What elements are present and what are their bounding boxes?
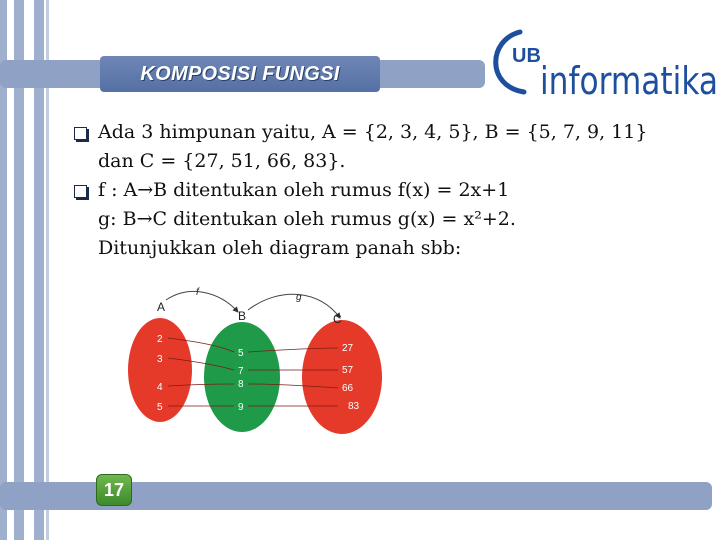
set-b-elements: [238, 348, 244, 413]
arrow-g: [248, 294, 340, 318]
set-b-element: 7: [238, 366, 244, 377]
set-b-ellipse: [204, 322, 280, 432]
set-a-element: 3: [157, 354, 163, 365]
label-c: C: [333, 312, 342, 326]
bullet-line: g: B→C ditentukan oleh rumus g(x) = x²+2.: [98, 208, 516, 230]
label-b: B: [238, 309, 247, 323]
informatika-logo: [480, 14, 720, 104]
label-g: g: [296, 292, 302, 303]
bullet-item-sets: [74, 118, 714, 176]
set-c-element: 57: [342, 365, 354, 376]
set-c-element: 66: [342, 383, 354, 394]
checkbox-bullet-icon: [74, 127, 87, 140]
bullet-line: Ada 3 himpunan yaitu, A = {2, 3, 4, 5}, B = {5, 7, 9, 11}: [98, 121, 648, 143]
set-c-element: 83: [348, 401, 360, 412]
set-a-element: 2: [157, 334, 163, 345]
arrow-f: [166, 291, 238, 312]
bullet-list: [74, 118, 714, 263]
bullet-line: dan C = {27, 51, 66, 83}.: [98, 150, 346, 172]
label-a: A: [157, 300, 166, 314]
bullet-item-functions: [74, 176, 714, 263]
set-c-ellipse: [302, 320, 382, 434]
set-a-element: 4: [157, 382, 163, 393]
slide-title: KOMPOSISI FUNGSI: [140, 63, 340, 85]
set-a-element: 5: [157, 402, 163, 413]
logo-text: informatika: [540, 59, 718, 103]
logo-badge: UB: [512, 45, 541, 67]
checkbox-bullet-icon: [74, 185, 87, 198]
arrow-diagram: [120, 280, 390, 455]
set-b-element: 9: [238, 402, 244, 413]
set-b-element: 5: [238, 348, 244, 359]
bullet-line: f : A→B ditentukan oleh rumus f(x) = 2x+1: [98, 179, 510, 201]
page-number-badge: 17: [96, 474, 132, 506]
title-banner: [100, 56, 380, 92]
label-f: f: [196, 287, 199, 298]
bullet-line: Ditunjukkan oleh diagram panah sbb:: [98, 237, 462, 259]
set-b-element: 8: [238, 379, 244, 390]
set-c-element: 27: [342, 343, 354, 354]
